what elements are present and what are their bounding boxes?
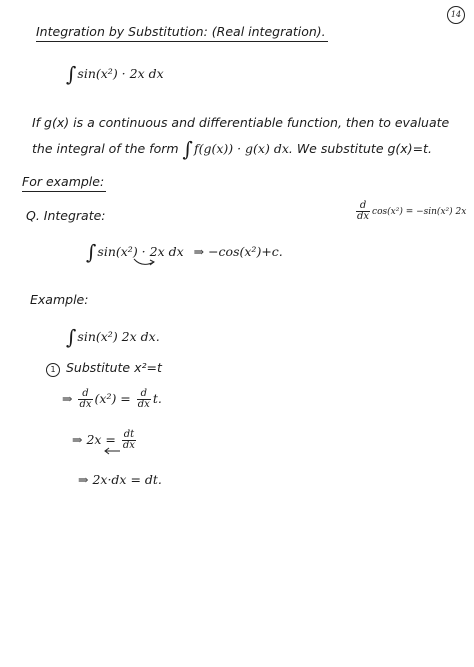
step-number-badge: 1 bbox=[46, 363, 60, 377]
question-label: Q. Integrate: bbox=[26, 208, 106, 223]
example-line-3: ⇒ 2x = $\frac{dt}{dx}$ bbox=[72, 429, 135, 451]
arrow-icon bbox=[102, 446, 122, 456]
question-integral: ∫sin(x²) · 2x dx ⇒ −cos(x²)+c. bbox=[86, 240, 283, 264]
side-note-derivative: $\frac{d}{dx}$ cos(x²) = −sin(x²) 2x bbox=[357, 200, 467, 222]
integral-sign-icon: ∫ bbox=[66, 325, 77, 349]
example-line-2: ⇒ $\frac{d}{dx}$ (x²) = $\frac{d}{dx}$ t. bbox=[62, 388, 162, 410]
for-example-underline bbox=[22, 191, 106, 192]
intro-integral: ∫sin(x²) · 2x dx bbox=[66, 62, 164, 86]
title-underline bbox=[36, 41, 328, 42]
example-line-4: ⇒ 2x·dx = dt. bbox=[78, 472, 162, 487]
example-heading: Example: bbox=[30, 292, 89, 307]
curved-arrow-icon bbox=[130, 256, 160, 270]
example-integral: ∫sin(x²) 2x dx. bbox=[66, 325, 160, 349]
definition-line-1: If g(x) is a continuous and differentiable function, then to evaluate bbox=[32, 115, 450, 130]
example-step-1: 1 Substitute x²=t bbox=[46, 360, 162, 377]
page-title: Integration by Substitution: (Real integration). bbox=[36, 24, 326, 39]
integral-sign-icon: ∫ bbox=[86, 240, 97, 264]
definition-line-2: the integral of the form ∫f(g(x)) · g(x) dx. We substitute g(x)=t. bbox=[32, 137, 432, 161]
page-number: 14 bbox=[447, 6, 465, 24]
integral-sign-icon: ∫ bbox=[182, 137, 193, 161]
for-example-heading: For example: bbox=[22, 174, 105, 189]
integral-sign-icon: ∫ bbox=[66, 62, 77, 86]
